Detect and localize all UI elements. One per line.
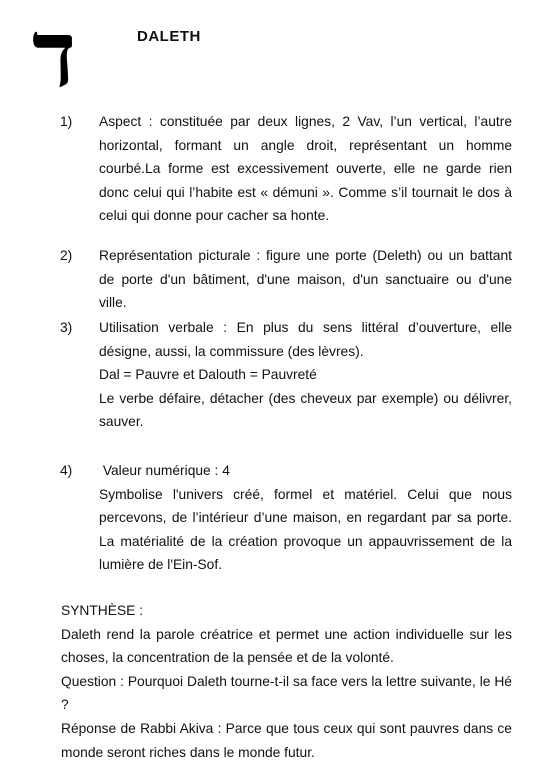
- section-number: 1): [60, 114, 73, 129]
- section-representation: [60, 244, 512, 315]
- synthesis-heading: SYNTHÈSE :: [61, 603, 144, 618]
- section-text: Le verbe défaire, détacher (des cheveux par exemple) ou délivrer, sauver.: [99, 390, 512, 430]
- synthesis-paragraph: Daleth rend la parole créatrice et permet une action individuelle sur les choses, la concentration de la pensée et de la volonté.: [61, 626, 512, 666]
- section-text: Dal = Pauvre et Dalouth = Pauvreté: [99, 367, 317, 383]
- section-text: Aspect : constituée par deux lignes, 2 Vav, l’un vertical, l’autre horizontal, formant un angle droit, représentant un homme courbé.La forme est excessivement ouverte, elle ne garde rien donc celui qui l’habite est « démuni ». Comme s’il tournait le dos à celui qui donne pour cacher sa honte.: [99, 114, 512, 224]
- section-utilisation: [60, 316, 512, 434]
- section-number: 2): [60, 248, 73, 263]
- synthesis-paragraph: Question : Pourquoi Daleth tourne-t-il sa face vers la lettre suivante, le Hé ?: [61, 673, 512, 713]
- section-text: Représentation picturale : figure une porte (Deleth) ou un battant de porte d'un bâtiment, d'une maison, d'un sanctuaire ou d'une ville.: [99, 248, 512, 311]
- section-text: Valeur numérique : 4: [99, 463, 230, 478]
- section-number: 3): [60, 320, 73, 335]
- section-aspect: [60, 110, 512, 228]
- section-valeur: [60, 459, 512, 577]
- section-number: 4): [60, 463, 73, 478]
- synthesis-paragraph: Réponse de Rabbi Akiva : Parce que tous ceux qui sont pauvres dans ce monde seront riches dans le monde futur.: [61, 720, 512, 760]
- section-text: Utilisation verbale : En plus du sens littéral d’ouverture, elle désigne, aussi, la commissure (des lèvres).: [99, 320, 512, 359]
- page-title: DALETH: [137, 28, 201, 45]
- hebrew-letter-daleth: ד: [32, 0, 77, 108]
- synthesis: [61, 599, 512, 764]
- section-text: Symbolise l'univers créé, formel et matériel. Celui que nous percevons, de l’intérieur d’une maison, en regardant par sa porte. La matérialité de la création provoque un appauvrissement de la lumière de l'Ein-Sof.: [99, 486, 512, 573]
